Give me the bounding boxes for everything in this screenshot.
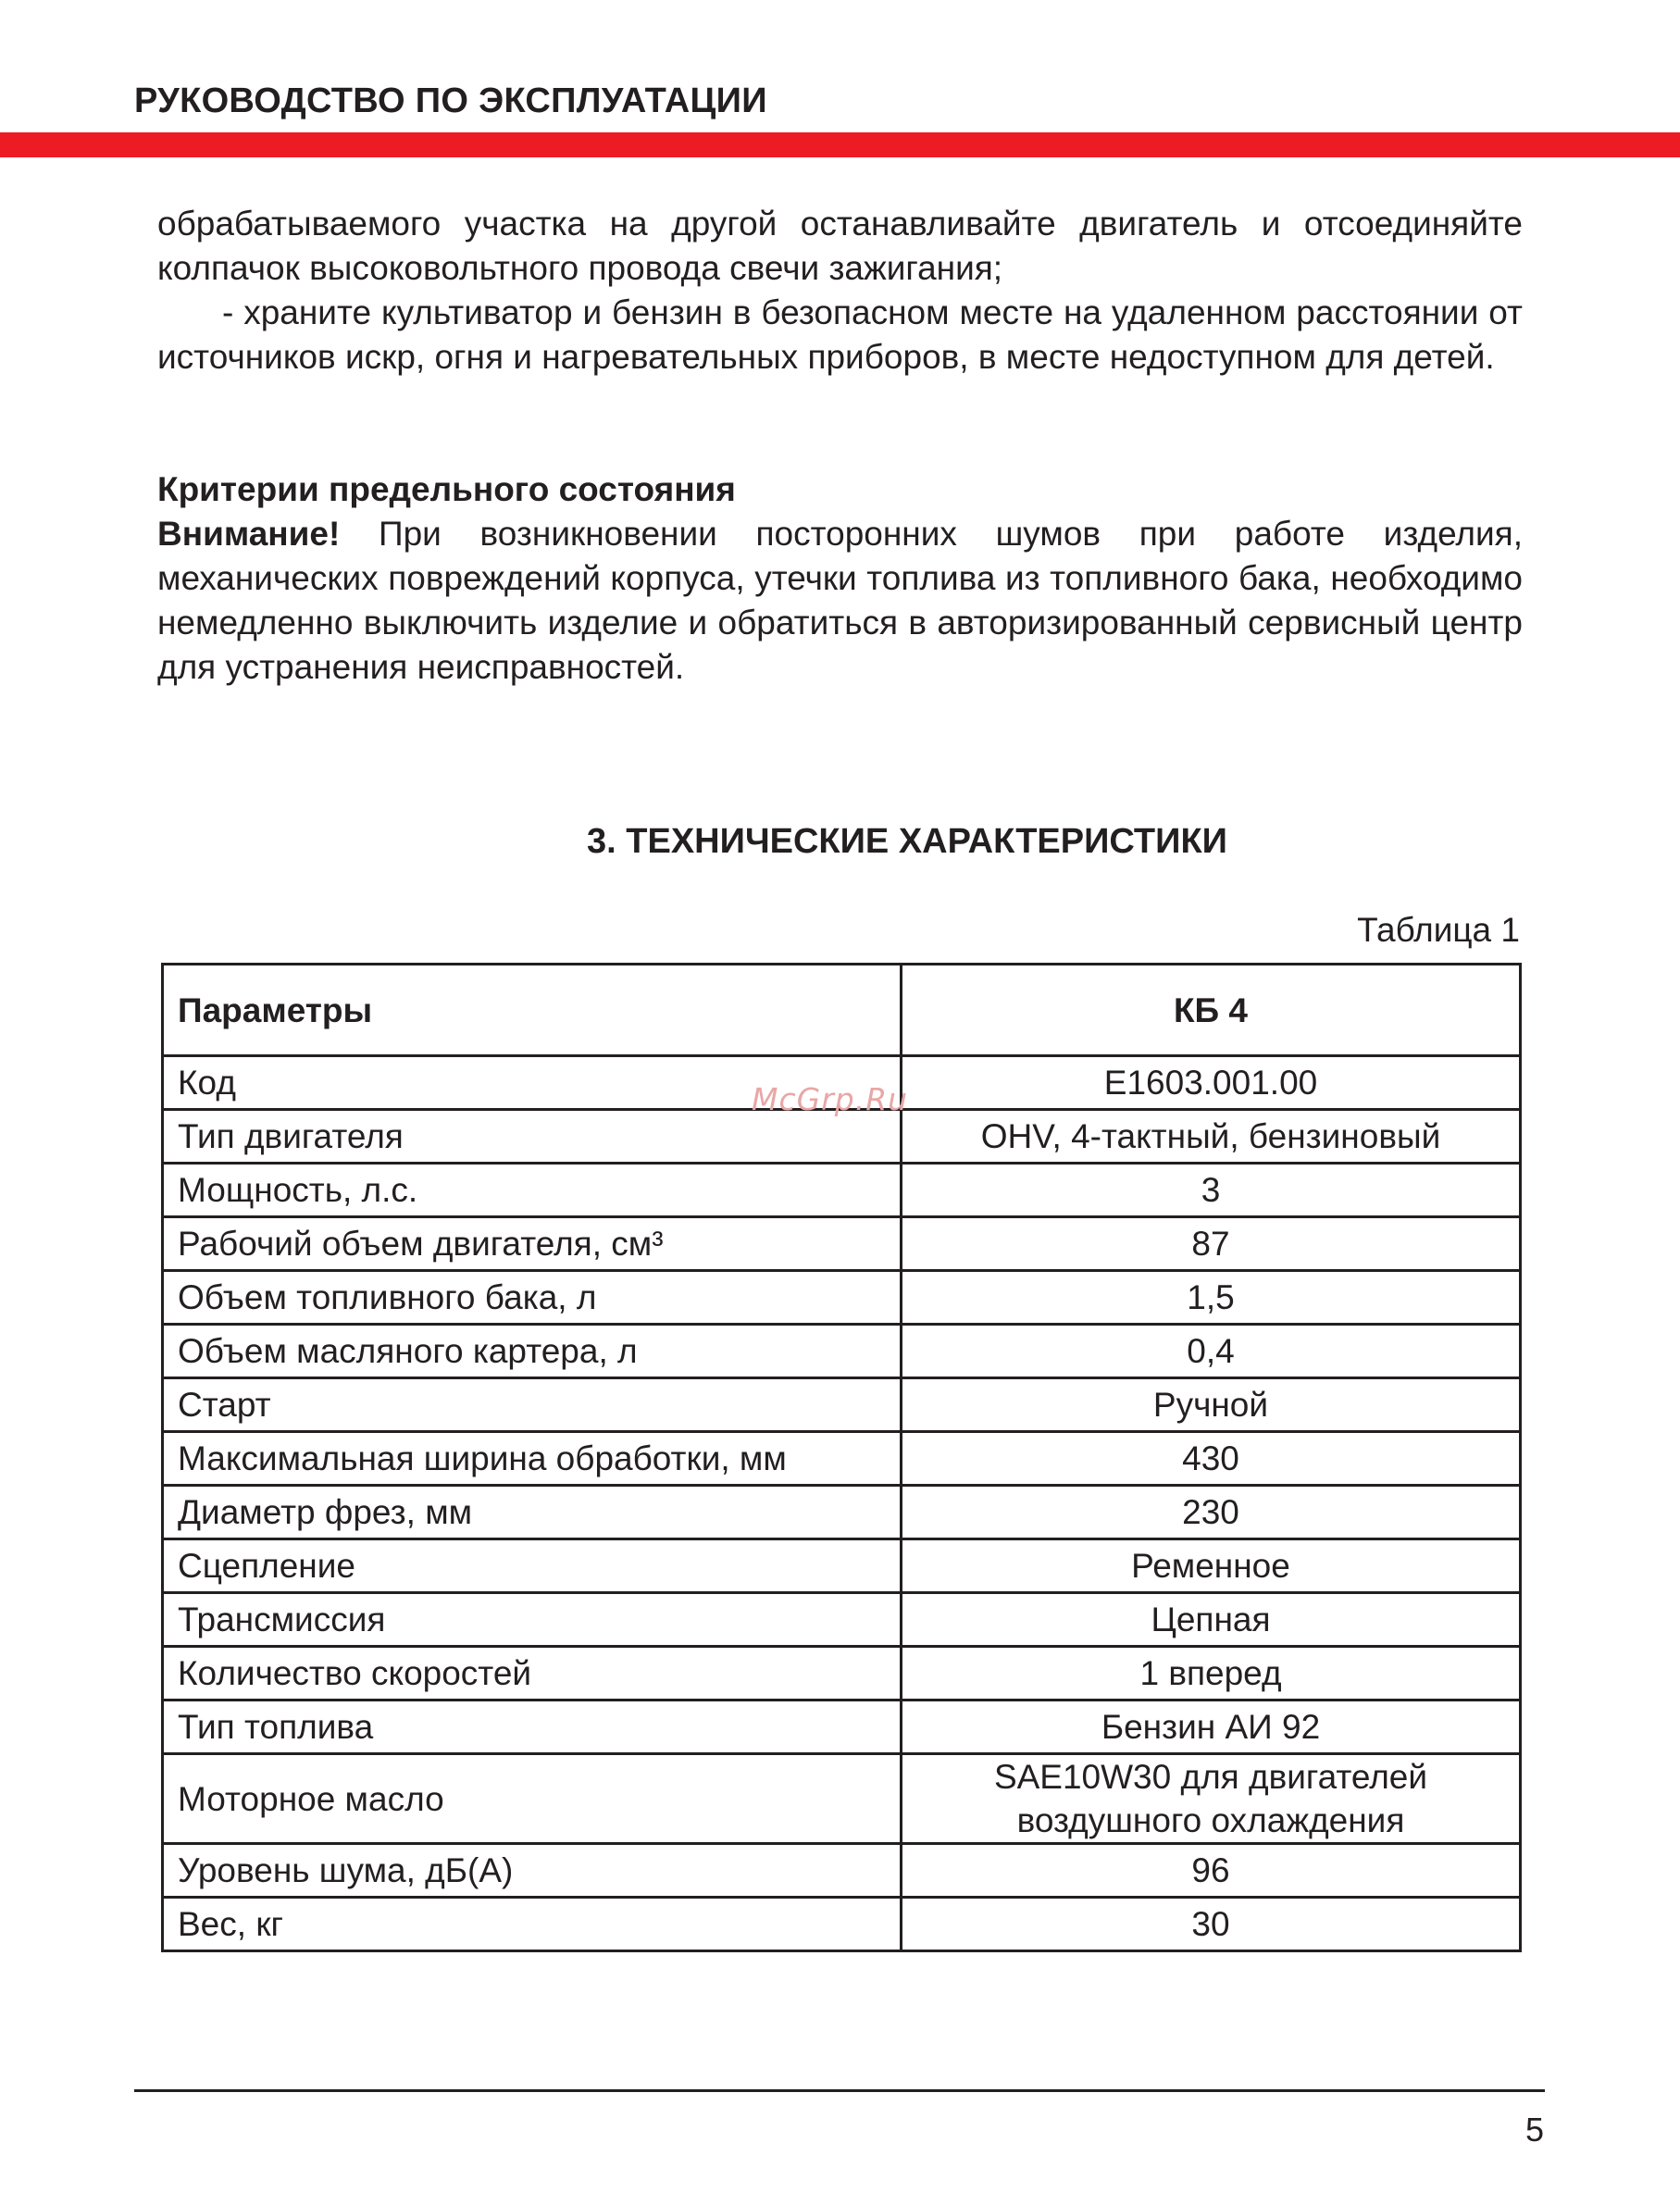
criteria-warning (157, 512, 1523, 690)
value-cell: Ременное (902, 1539, 1521, 1593)
table-row (163, 1217, 1521, 1271)
section-title: 3. ТЕХНИЧЕСКИЕ ХАРАКТЕРИСТИКИ (587, 822, 1227, 861)
table-body (163, 1056, 1521, 1951)
table-row (163, 1378, 1521, 1432)
param-cell: Моторное масло (163, 1754, 902, 1844)
table-caption: Таблица 1 (1357, 911, 1520, 949)
intro-paragraph-2: - храните культиватор и бензин в безопасном месте на удаленном расстоянии от источников искр, огня и нагревательных приборов, в месте недоступном для детей. (157, 293, 1523, 376)
running-header-title: РУКОВОДСТВО ПО ЭКСПЛУАТАЦИИ (134, 81, 767, 120)
table-row (163, 1486, 1521, 1539)
table-row (163, 1593, 1521, 1647)
header-red-bar (0, 132, 1680, 157)
param-cell: Мощность, л.с. (163, 1164, 902, 1217)
watermark: McGrp.Ru (752, 1081, 909, 1117)
value-cell: 1 вперед (902, 1647, 1521, 1700)
table-row (163, 1898, 1521, 1951)
param-cell: Уровень шума, дБ(А) (163, 1844, 902, 1898)
param-cell: Старт (163, 1378, 902, 1432)
criteria-block (157, 467, 1523, 690)
value-cell: 87 (902, 1217, 1521, 1271)
value-cell: 30 (902, 1898, 1521, 1951)
value-cell: 3 (902, 1164, 1521, 1217)
table-row (163, 1110, 1521, 1164)
value-cell: Цепная (902, 1593, 1521, 1647)
param-cell: Код (163, 1056, 902, 1110)
table-row (163, 1844, 1521, 1898)
footer-rule (134, 2089, 1545, 2092)
value-cell: Бензин АИ 92 (902, 1700, 1521, 1754)
value-cell: 96 (902, 1844, 1521, 1898)
header-cell-model: КБ 4 (902, 965, 1521, 1056)
table-header-row (163, 965, 1521, 1056)
value-cell: OHV, 4-тактный, бензиновый (902, 1110, 1521, 1164)
page-number: 5 (1524, 2111, 1544, 2149)
table-row (163, 1271, 1521, 1325)
param-cell: Максимальная ширина обработки, мм (163, 1432, 902, 1486)
table-row (163, 1700, 1521, 1754)
value-cell: 430 (902, 1432, 1521, 1486)
value-cell: E1603.001.00 (902, 1056, 1521, 1110)
param-cell: Тип двигателя (163, 1110, 902, 1164)
param-cell: Вес, кг (163, 1898, 902, 1951)
param-cell: Объем топливного бака, л (163, 1271, 902, 1325)
header-cell-parameters: Параметры (163, 965, 902, 1056)
table-row (163, 1164, 1521, 1217)
table-row (163, 1647, 1521, 1700)
intro-paragraph-1: обрабатываемого участка на другой останавливайте двигатель и отсоединяйте колпачок высоковольтного провода свечи зажигания; (157, 205, 1523, 287)
param-cell: Диаметр фрез, мм (163, 1486, 902, 1539)
table-row (163, 1325, 1521, 1378)
value-cell: SAE10W30 для двигателей воздушного охлаждения (902, 1754, 1521, 1844)
value-cell: 1,5 (902, 1271, 1521, 1325)
value-cell: 0,4 (902, 1325, 1521, 1378)
param-cell: Тип топлива (163, 1700, 902, 1754)
warning-label: Внимание! (157, 515, 341, 553)
intro-text (157, 202, 1523, 380)
criteria-heading: Критерии предельного состояния (157, 470, 736, 508)
table-row (163, 1539, 1521, 1593)
param-cell: Количество скоростей (163, 1647, 902, 1700)
table-row (163, 1754, 1521, 1844)
value-cell: 230 (902, 1486, 1521, 1539)
param-cell: Рабочий объем двигателя, см³ (163, 1217, 902, 1271)
param-cell: Объем масляного картера, л (163, 1325, 902, 1378)
value-cell: Ручной (902, 1378, 1521, 1432)
table-row (163, 1432, 1521, 1486)
param-cell: Трансмиссия (163, 1593, 902, 1647)
warning-text: При возникновении посторонних шумов при работе изделия, механических повреждений корпуса, утечки топлива из топливного бака, необходимо немедленно выключить изделие и обратиться в авторизированный сервисный центр для устранения неисправностей. (157, 515, 1523, 686)
param-cell: Сцепление (163, 1539, 902, 1593)
